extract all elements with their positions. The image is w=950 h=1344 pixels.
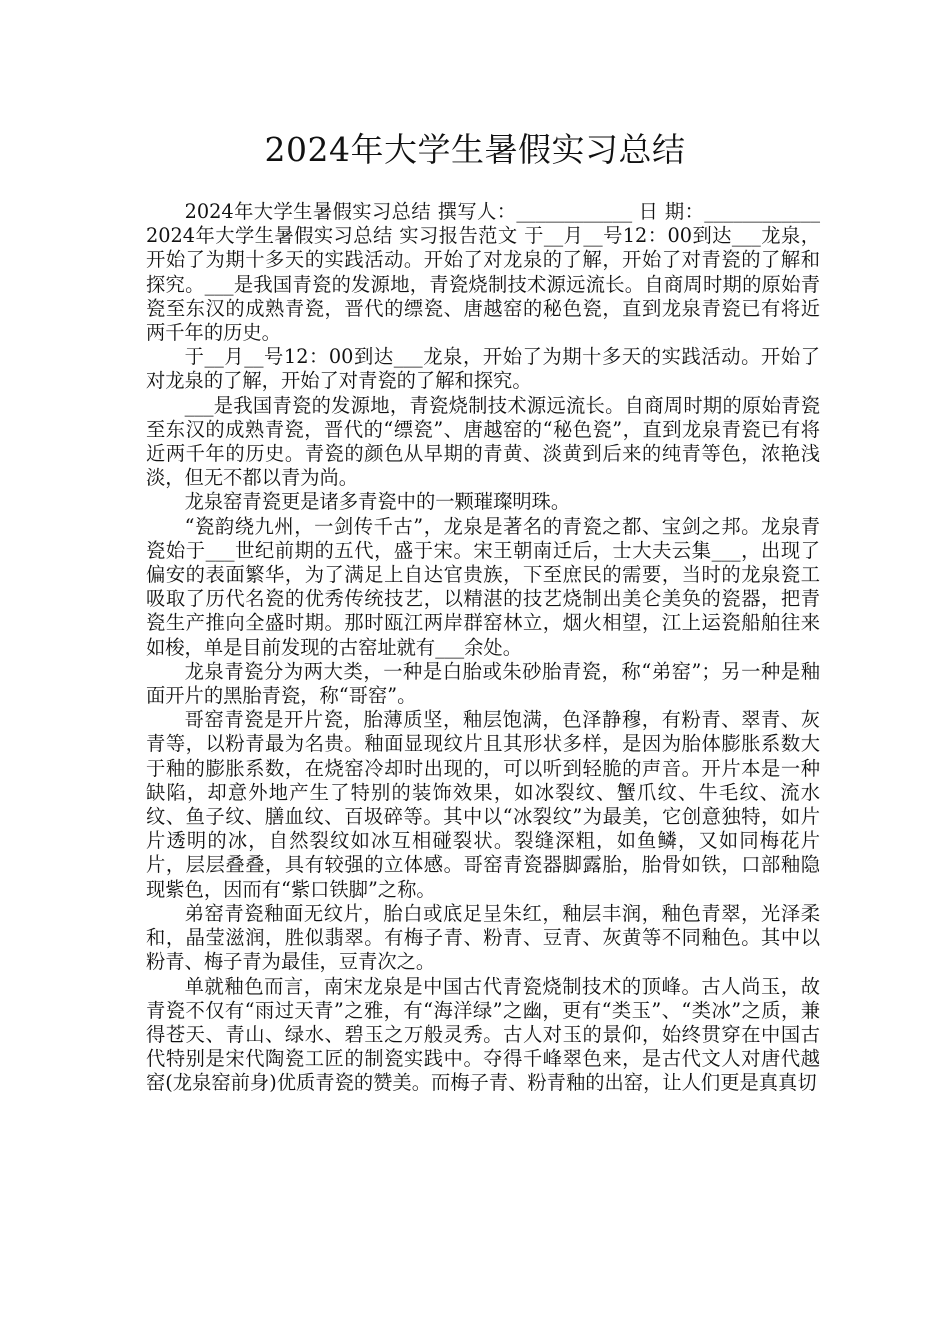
paragraph: 龙泉窑青瓷更是诸多青瓷中的一颗璀璨明珠。 <box>184 490 571 514</box>
paragraph: 哥窑青瓷是开片瓷，胎薄质坚，釉层饱满，色泽静穆，有粉青、翠青、灰青等，以粉青最为名贵。釉面显现纹片且其形状多样，是因为胎体膨胀系数大于釉的膨胀系数，在烧窑冷却时出现的，可以听到轻脆的声音。开片本是一种缺陷，却意外地产生了特别的装饰效果，如冰裂纹、蟹爪纹、牛毛纹、流水纹、鱼子纹、膳血纹、百圾碎等。其中以“冰裂纹”为最美，它创意独特，如片片透明的冰，自然裂纹如冰互相碰裂状。裂缝深粗，如鱼鳞，又如同梅花片片，层层叠叠，具有较强的立体感。哥窑青瓷器脚露胎，胎骨如铁，口部釉隐现紫色，因而有“紫口铁脚”之称。 <box>146 708 820 901</box>
paragraph: 2024年大学生暑假实习总结 撰写人：____________ 日 期：____________ 2024年大学生暑假实习总结 实习报告范文 于__月__号12：00到达___龙泉，开始了为期十多天的实践活动。开始了对龙泉的了解，开始了对青瓷的了解和探究。___是我国青瓷的发源地，青瓷烧制技术源远流长。自商周时期的原始青瓷至东汉的成熟青瓷，晋代的缥瓷、唐越窑的秘色瓷，直到龙泉青瓷已有将近两千年的历史。 <box>146 200 820 345</box>
paragraph: 龙泉青瓷分为两大类，一种是白胎或朱砂胎青瓷，称“弟窑”；另一种是釉面开片的黑胎青瓷，称“哥窑”。 <box>146 659 820 708</box>
document-title: 2024年大学生暑假实习总结 <box>264 130 686 169</box>
paragraph: “瓷韵绕九州，一剑传千古”，龙泉是著名的青瓷之都、宝剑之邦。龙泉青瓷始于___世纪前期的五代，盛于宋。宋王朝南迁后，士大夫云集___，出现了偏安的表面繁华，为了满足上自达官贵族，下至庶民的需要，当时的龙泉瓷工吸取了历代名瓷的优秀传统技艺，以精湛的技艺烧制出美仑美奂的瓷器，把青瓷生产推向全盛时期。那时瓯江两岸群窑林立，烟火相望，江上运瓷船舶往来如梭，单是目前发现的古窑址就有___余处。 <box>146 514 820 659</box>
paragraph: ___是我国青瓷的发源地，青瓷烧制技术源远流长。自商周时期的原始青瓷至东汉的成熟青瓷，晋代的“缥瓷”、唐越窑的“秘色瓷”，直到龙泉青瓷已有将近两千年的历史。青瓷的颜色从早期的青黄、淡黄到后来的纯青等色，浓艳浅淡，但无不都以青为尚。 <box>146 393 820 490</box>
paragraph: 于__月__号12：00到达___龙泉，开始了为期十多天的实践活动。开始了对龙泉的了解，开始了对青瓷的了解和探究。 <box>146 345 820 393</box>
paragraph: 弟窑青瓷釉面无纹片，胎白或底足呈朱红，釉层丰润，釉色青翠，光泽柔和，晶莹滋润，胜似翡翠。有梅子青、粉青、豆青、灰黄等不同釉色。其中以粉青、梅子青为最佳，豆青次之。 <box>146 901 820 974</box>
paragraph: 单就釉色而言，南宋龙泉是中国古代青瓷烧制技术的顶峰。古人尚玉，故青瓷不仅有“雨过天青”之雅，有“海洋绿”之幽，更有“类玉”、“类冰”之质，兼得苍天、青山、绿水、碧玉之万般灵秀。古人对玉的景仰，始终贯穿在中国古代特别是宋代陶瓷工匠的制瓷实践中。夺得千峰翠色来，是古代文人对唐代越窑(龙泉窑前身)优质青瓷的赞美。而梅子青、粉青釉的出窑，让人们更是真真切 <box>146 974 820 1095</box>
document-body <box>146 200 820 1096</box>
